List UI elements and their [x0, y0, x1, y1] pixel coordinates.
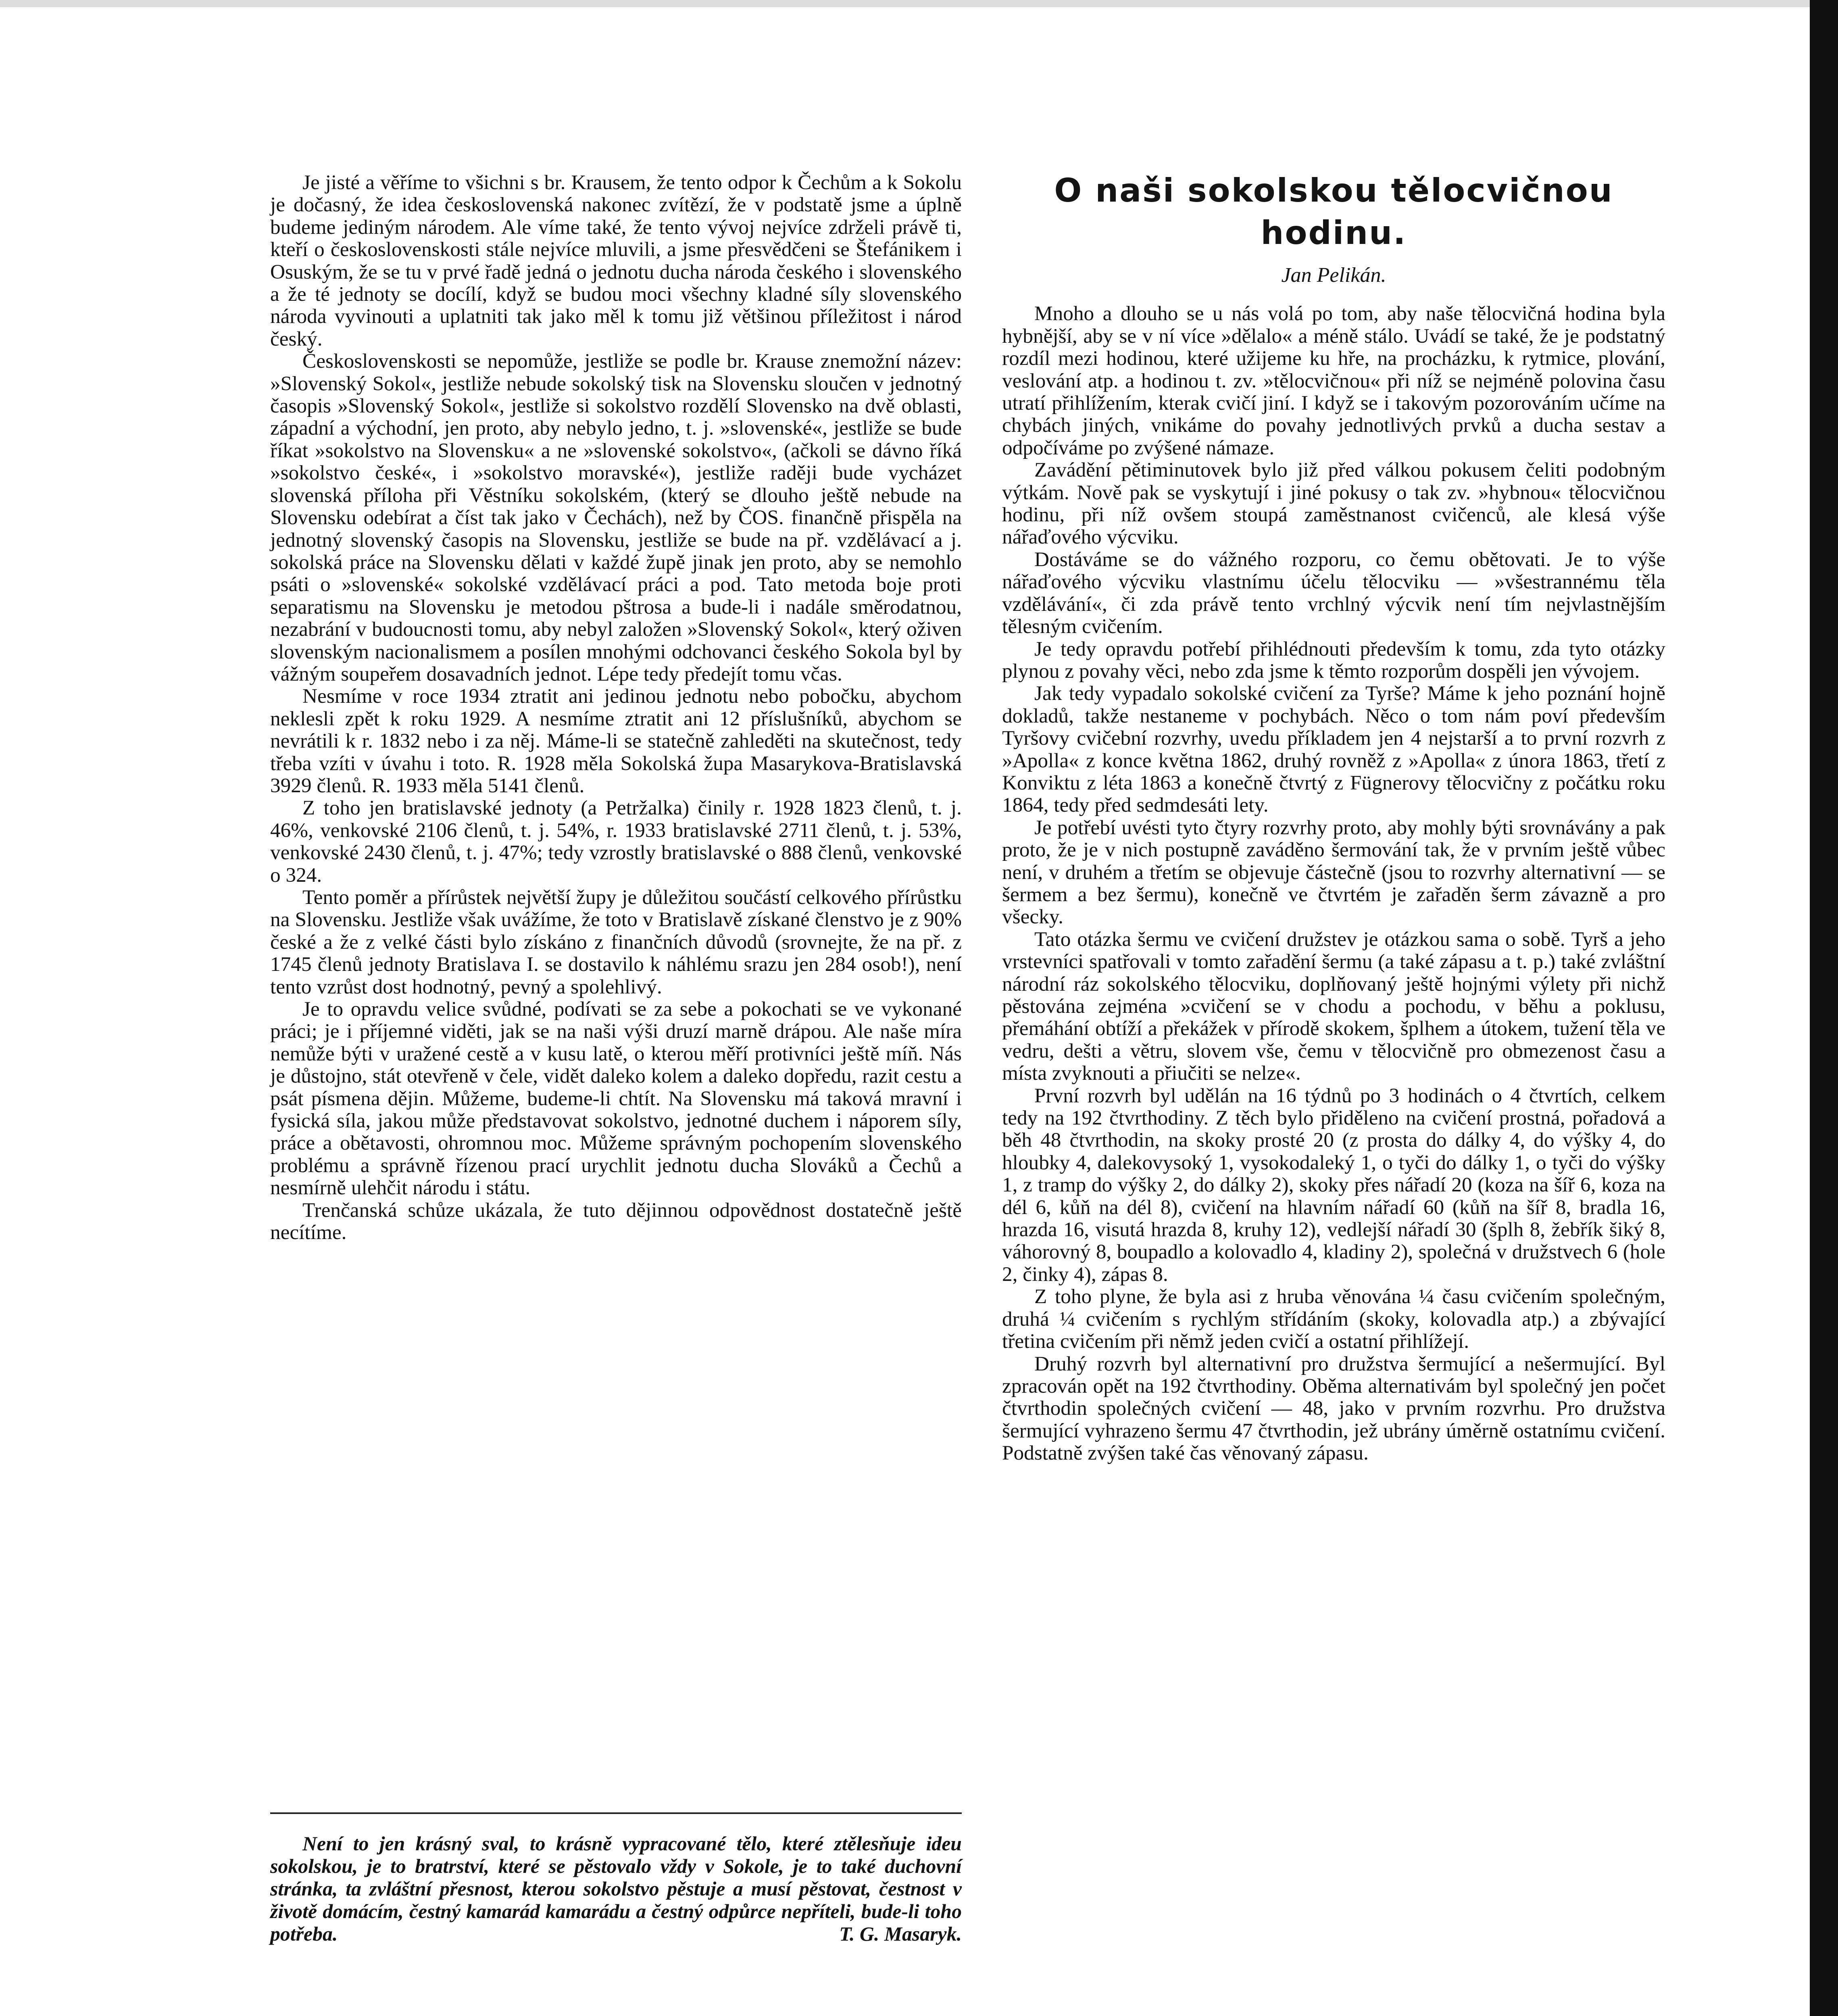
body-paragraph: Nesmíme v roce 1934 ztratit ani jedinou jednotu nebo pobočku, abychom neklesli zpět k roku 1929. A nesmíme ztratit ani 12 příslušníků, abychom se nevrátili k r. 1832 nebo i za něj. Máme-li se statečně zahleděti na skutečnost, tedy třeba vzíti v úvahu i toto. R. 1928 měla Sokolská župa Masarykova-Bratislavská 3929 členů. R. 1933 měla 5141 členů. [270, 685, 962, 797]
right-column [1002, 169, 1665, 1464]
article-paragraph: Dostáváme se do vážného rozporu, co čemu obětovati. Je to výše nářaďového výcviku vlastnímu účelu tělocviku — »všestrannému těla vzdělávání«, či zda právě tento vrchlný výcvik není tím nejvlastnějším tělesným cvičením. [1002, 548, 1665, 638]
scan-right-border [1810, 0, 1838, 2016]
body-paragraph: Československosti se nepomůže, jestliže se podle br. Krause znemožní název: »Slovenský Sokol«, jestliže nebude sokolský tisk na Slovensku sloučen v jednotný časopis »Slovenský Sokol«, jestliže si sokolstvo rozdělí Slovensko na dvě oblasti, západní a východní, jen proto, aby nebylo jedno, t. j. »slovenské«, jestliže se bude říkat »sokolstvo na Slovensku« a ne »slovenské sokolstvo«, (ačkoli se dávno říká »sokolstvo české«, i »sokolstvo moravské«), jestliže raději bude vycházet slovenská příloha při Věstníku sokolském, (který se dlouho ještě nebude na Slovensku odebírat a číst tak jako v Čechách), než by ČOS. finančně přispěla na jednotný slovenský časopis na Slovensku, jestliže se bude na př. vzdělávací a j. sokolská práce na Slovensku dělati v každé župě jinak jen proto, aby se nemohlo psáti o »slovenské« sokolské vzdělávací práci a pod. Tato metoda boje proti separatismu na Slovensku je metodou pštrosa a bude-li i nadále směrodatnou, nezabrání v budoucnosti tomu, aby nebyl založen »Slovenský Sokol«, který oživen slovenským nacionalismem a posílen mnohými odchovanci českého Sokola byl by vážným soupeřem dosavadních jednot. Lépe tedy předejít tomu včas. [270, 350, 962, 685]
article-paragraph: První rozvrh byl udělán na 16 týdnů po 3 hodinách o 4 čtvrtích, celkem tedy na 192 čtvrthodiny. Z těch bylo přiděleno na cvičení prostná, pořadová a běh 48 čtvrthodin, na skoky prosté 20 (z prosta do dálky 4, do výšky 4, do hloubky 4, dalekovysoký 1, vysokodaleký 1, o tyči do dálky 1, o tyči do výšky 1, z tramp do výšky 2, do dálky 2), skoky přes nářadí 20 (koza na šíř 6, koza na dél 6, kůň na dél 8), cvičení na hlavním nářadí 60 (kůň na šíř 8, bradla 16, hrazda 16, visutá hrazda 8, kruhy 12), vedlejší nářadí 30 (šplh 8, žebřík šiký 8, váhorovný 8, boupadlo a kolovadlo 4, kladiny 2), společná v družstvech 6 (hole 2, činky 4), zápas 8. [1002, 1084, 1665, 1286]
body-paragraph: Z toho jen bratislavské jednoty (a Petržalka) činily r. 1928 1823 členů, t. j. 46%, venkovské 2106 členů, t. j. 54%, r. 1933 bratislavské 2711 členů, t. j. 53%, venkovské 2430 členů, t. j. 47%; tedy vzrostly bratislavské o 888 členů, venkovské o 324. [270, 796, 962, 887]
article-author: Jan Pelikán. [1281, 264, 1386, 287]
body-paragraph: Tento poměr a přírůstek největší župy je důležitou součástí celkového přírůstku na Slovensku. Jestliže však uvážíme, že toto v Bratislavě získané členstvo je z 90% české a že z velké části bylo získáno z finančních důvodů (srovnejte, že na př. z 1745 členů jednoty Bratislava I. se dostavilo k náhlému srazu jen 284 osob!), není tento vzrůst dost hodnotný, pevný a spolehlivý. [270, 886, 962, 998]
left-column [270, 171, 962, 1244]
body-paragraph: Trenčanská schůze ukázala, že tuto dějinnou odpovědnost dostatečně ještě necítíme. [270, 1198, 962, 1244]
article-title: O naši sokolskou tělocvičnou hodinu. [1054, 172, 1613, 252]
scan-top-edge [0, 0, 1838, 7]
body-paragraph: Je jisté a věříme to všichni s br. Krausem, že tento odpor k Čechům a k Sokolu je dočasný, že idea československá nakonec zvítězí, že v podstatě jsme a úplně budeme jediným národem. Ale víme také, že tento vývoj nejvíce zdrželi právě ti, kteří o československosti stále nejvíce mluvili, a jsme přesvědčeni se Štefánikem i Osuským, že se tu v prvé řadě jedná o jednotu ducha národa českého i slovenského a že té jednoty se docílí, když se budou moci všechny kladné síly slovenského národa vyvinouti a uplatniti tak jako měl k tomu již většinou příležitost i národ český. [270, 171, 962, 350]
article-paragraph: Je potřebí uvésti tyto čtyry rozvrhy proto, aby mohly býti srovnávány a pak proto, že je v nich postupně zaváděno šermování tak, že v prvním ještě vůbec není, v druhém a třetím se objevuje částečně (jsou to rozvrhy alternativní — se šermem a bez šermu), konečně ve čtvrtém je zařaděn šerm závazně a pro všecky. [1002, 816, 1665, 929]
body-paragraph: Je to opravdu velice svůdné, podívati se za sebe a pokochati se ve vykonané práci; je i příjemné viděti, jak se na naši výši druzí marně drápou. Ale naše míra nemůže býti v uražené cestě a v kusu latě, o kterou měří protivníci ještě míň. Nás je důstojno, stát otevřeně v čele, vidět daleko kolem a daleko dopředu, razit cestu a psát písmena dějin. Můžeme, budeme-li chtít. Na Slovensku má taková mravní i fysická síla, jakou může představovat sokolstvo, jednotné duchem i náporem síly, práce a obětavosti, ohromnou moc. Můžeme správným pochopením slovenského problému a správně řízenou prací urychlit jednotu ducha Slováků a Čechů a nesmírně ulehčit národu i státu. [270, 998, 962, 1200]
article-paragraph: Z toho plyne, že byla asi z hruba věnována ¼ času cvičením společným, druhá ¼ cvičením s rychlým střídáním (skoky, kolovadla atp.) a zbývající třetina cvičením při němž jeden cvičí a ostatní přihlížejí. [1002, 1285, 1665, 1353]
quote-author: T. G. Masaryk. [839, 1923, 962, 1945]
quote-text: Není to jen krásný sval, to krásně vypracované tělo, které ztělesňuje ideu sokolskou, je to bratrství, které se pěstovalo vždy v Sokole, je to také duchovní stránka, ta zvláštní přesnost, kterou sokolstvo pěstuje a musí pěstovat, čestnost v životě domácím, čestný kamarád kamarádu a čestný odpůrce nepříteli, bude-li toho potřeba. [270, 1833, 962, 1945]
article-paragraph: Zavádění pětiminutovek bylo již před válkou pokusem čeliti podobným výtkám. Nově pak se vyskytují i jiné pokusy o tak zv. »hybnou« tělocvičnou hodinu, při níž ovšem stoupá zaměstnanost cvičenců, ale klesá výše nářaďového výcviku. [1002, 458, 1665, 549]
masaryk-quote [270, 1833, 962, 1945]
article-paragraph: Jak tedy vypadalo sokolské cvičení za Tyrše? Máme k jeho poznání hojně dokladů, takže nestaneme v pochybách. Něco o tom nám poví především Tyršovy cvičební rozvrhy, uvedu příkladem jen 4 nejstarší a to první rozvrh z »Apolla« z konce května 1862, druhý rovněž z »Apolla« z února 1863, třetí z Konviktu z léta 1863 a konečně čtvrtý z Fügnerovy tělocvičny z počátku roku 1864, tedy před sedmdesáti lety. [1002, 682, 1665, 817]
article-paragraph: Druhý rozvrh byl alternativní pro družstva šermující a nešermující. Byl zpracován opět na 192 čtvrthodiny. Oběma alternativám byl společný jen počet čtvrthodin společných cvičení — 48, jako v prvním rozvrhu. Pro družstva šermující vyhrazeno šermu 47 čtvrthodin, jež ubrány úměrně ostatnímu cvičení. Podstatně zvýšen také čas věnovaný zápasu. [1002, 1352, 1665, 1465]
section-divider [270, 1812, 962, 1814]
article-paragraph: Mnoho a dlouho se u nás volá po tom, aby naše tělocvičná hodina byla hybnější, aby se v ní více »dělalo« a méně stálo. Uvádí se také, že je podstatný rozdíl mezi hodinou, které užijeme ku hře, na procházku, k rytmice, plování, veslování atp. a hodinou t. zv. »tělocvičnou« při níž se nejméně polovina času utratí přihlížením, kterak cvičí jiní. I když se i takovým pozorováním učíme na chybách jiných, vnikáme do povahy jednotlivých prvků a ducha sestav a odpočíváme po zvýšené námaze. [1002, 302, 1665, 459]
article-paragraph: Tato otázka šermu ve cvičení družstev je otázkou sama o sobě. Tyrš a jeho vrstevníci spatřovali v tomto zařadění šermu (a také zápasu a t. p.) také zvláštní národní ráz sokolského tělocviku, doplňovaný ještě hojnými výlety při nichž pěstována zejména »cvičení se v chodu a pochodu, v běhu a poklusu, přemáhání obtíží a překážek v přírodě skokem, šplhem a útokem, tužení těla ve vedru, dešti a větru, slovem vše, čemu v tělocvičně pro obmezenost času a místa zvyknouti a přiučiti se nelze«. [1002, 927, 1665, 1085]
article-paragraph: Je tedy opravdu potřebí přihlédnouti především k tomu, zda tyto otázky plynou z povahy věci, nebo zda jsme k těmto rozporům dospěli jen vývojem. [1002, 637, 1665, 683]
